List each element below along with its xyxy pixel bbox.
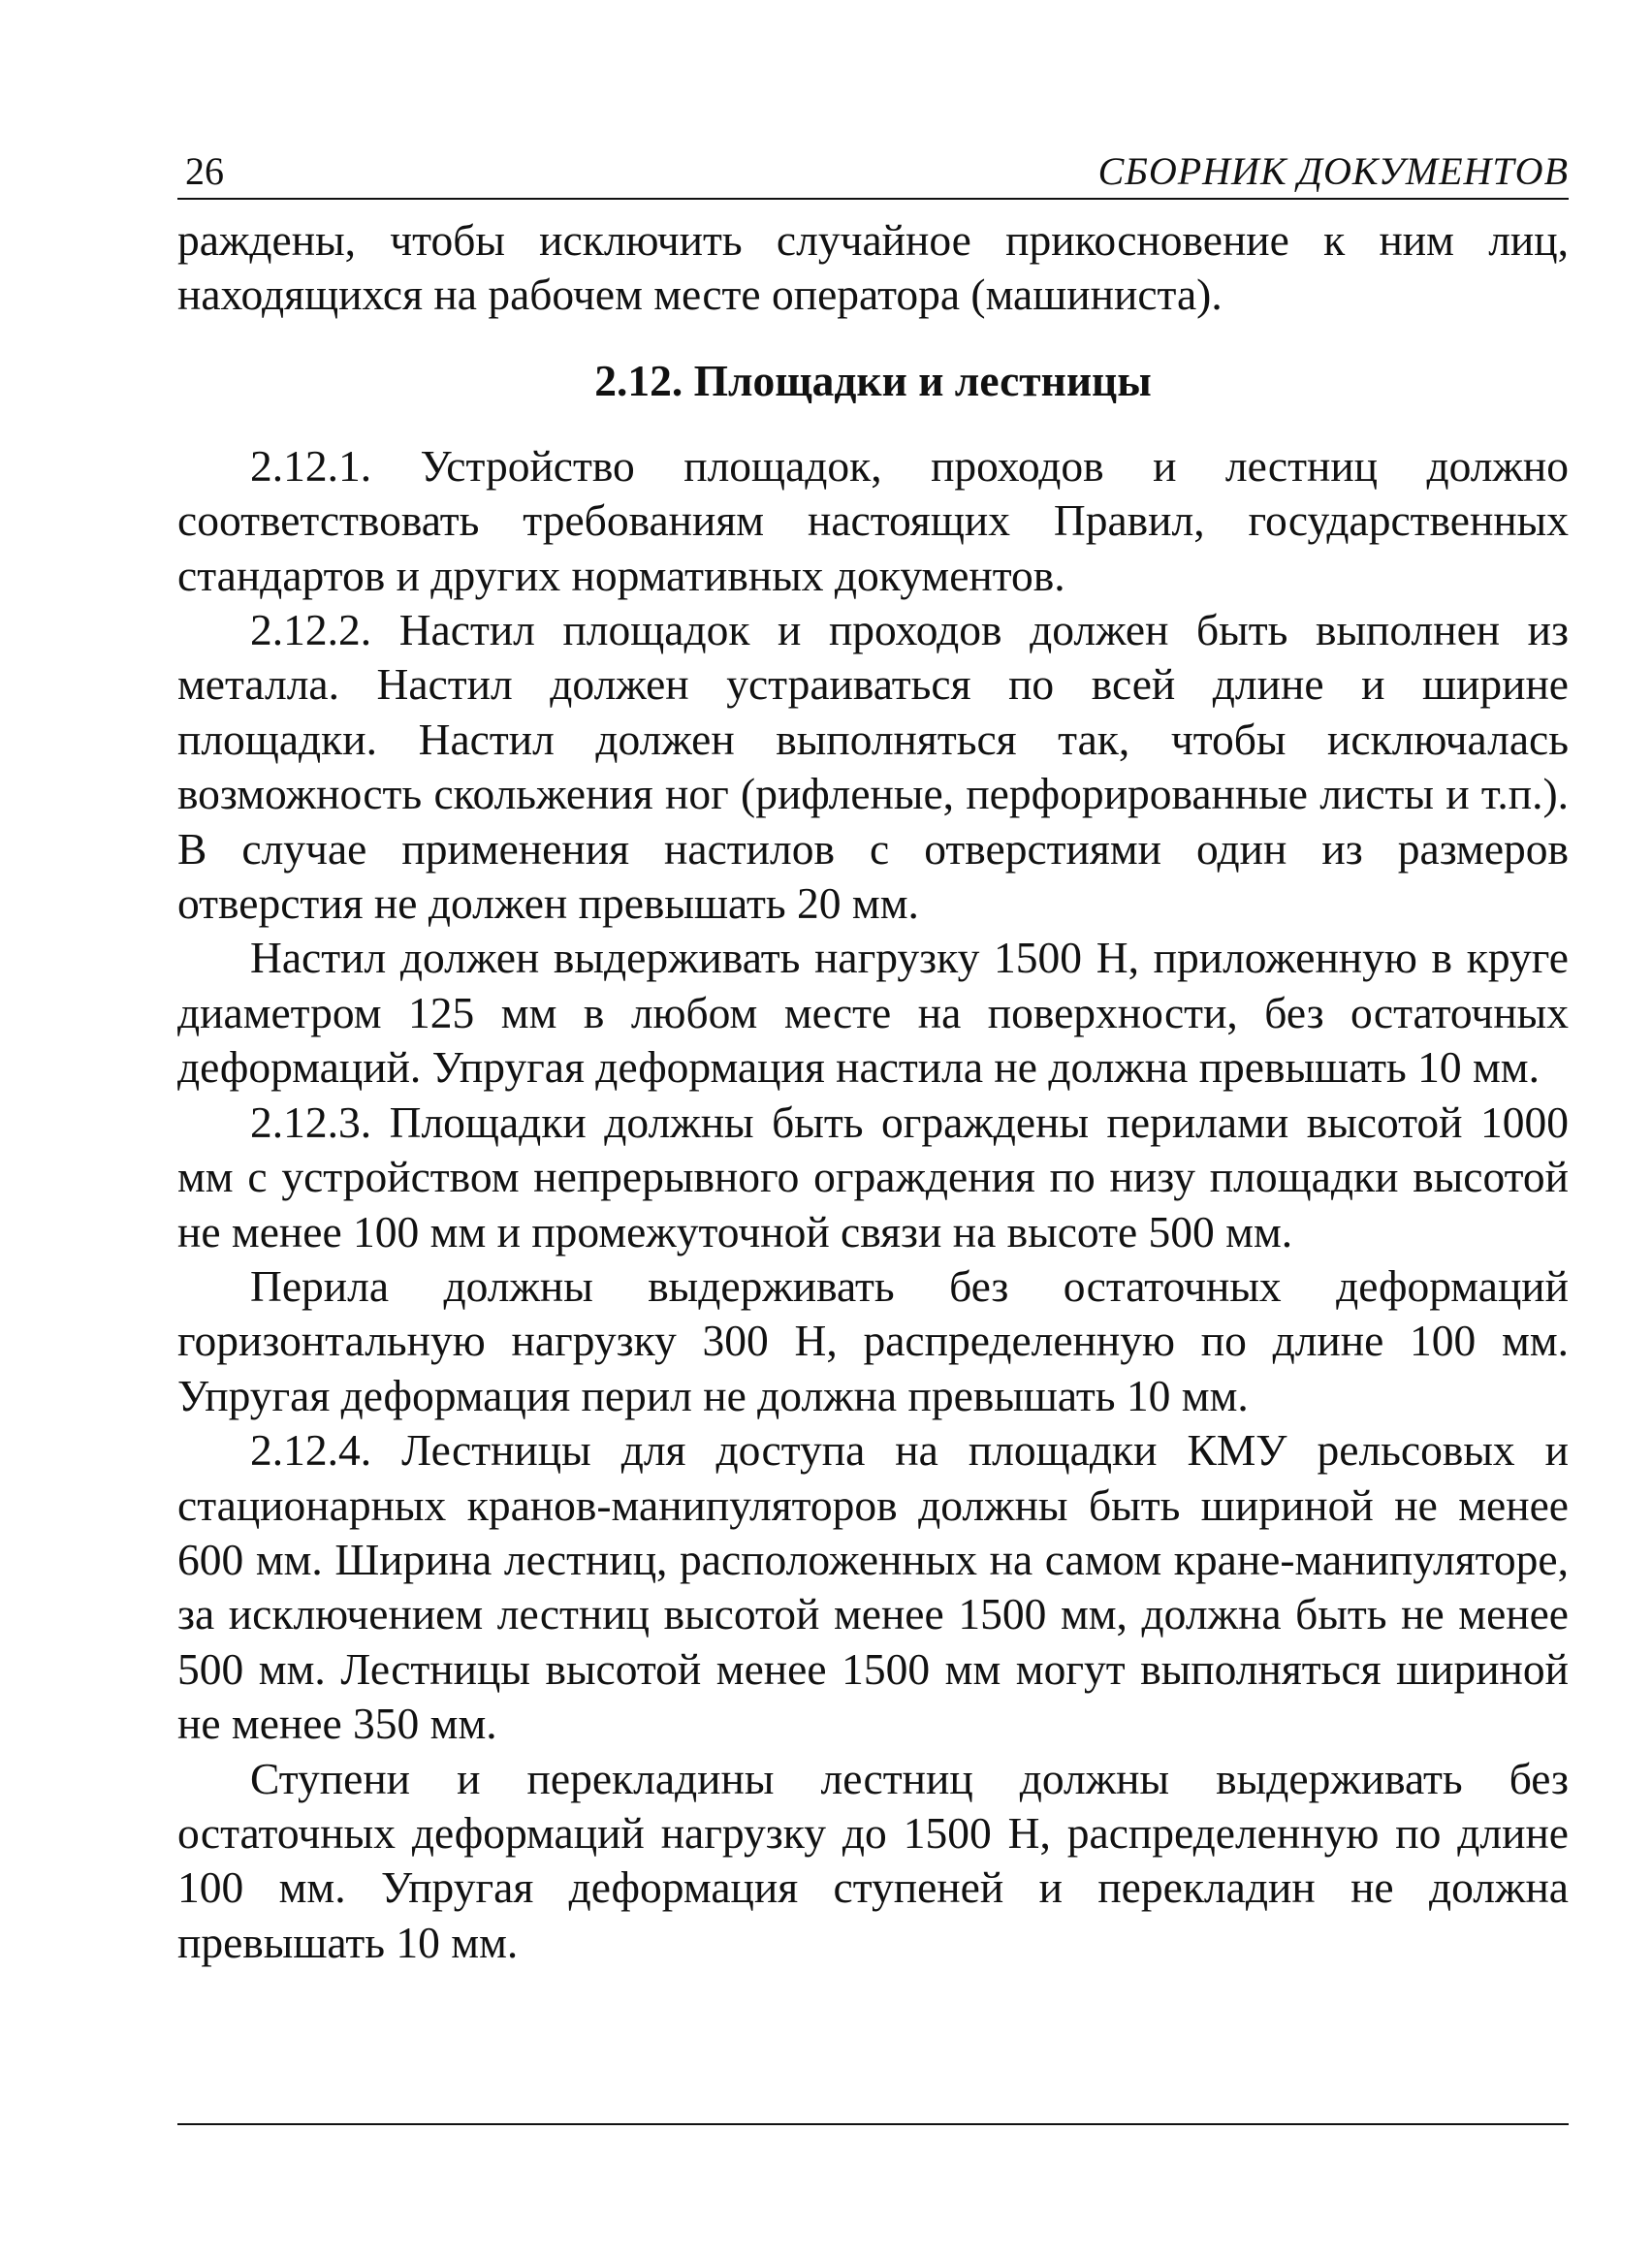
- page-number: 26: [185, 149, 224, 193]
- paragraph-2-12-4: 2.12.4. Лестницы для доступа на площадки КМУ рельсовых и стационарных кранов-манипуляторов должны быть шириной не менее 600 мм. Ширина лестниц, расположенных на самом кране-манипуляторе, за исключением лестниц высотой менее 1500 мм, должна быть не менее 500 мм. Лестницы высотой менее 1500 мм могут выполняться шириной не менее 350 мм.: [177, 1425, 1569, 1749]
- continuation-paragraph: раждены, чтобы исключить случайное прикосновение к ним лиц, находящихся на рабочем месте оператора (машиниста).: [177, 215, 1569, 320]
- bottom-rule: [177, 2123, 1569, 2125]
- paragraph-railing-load: Перила должны выдерживать без остаточных деформаций горизонтальную нагрузку 300 Н, распределенную по длине 100 мм. Упругая деформация перил не должна превышать 10 мм.: [177, 1260, 1569, 1420]
- section-title: 2.12. Площадки и лестницы: [594, 355, 1152, 405]
- paragraph-2-12-1: 2.12.1. Устройство площадок, проходов и лестниц должно соответствовать требованиям настоящих Правил, государственных стандартов и других нормативных документов.: [177, 440, 1569, 600]
- paragraph-steps-load: Ступени и перекладины лестниц должны выдерживать без остаточных деформаций нагрузку до 1500 Н, распределенную по длине 100 мм. Упругая деформация ступеней и перекладин не должна превышать 10 мм.: [177, 1753, 1569, 1967]
- body-text: [177, 213, 1569, 1970]
- paragraph-2-12-3: 2.12.3. Площадки должны быть ограждены перилами высотой 1000 мм с устройством непрерывного ограждения по низу площадки высотой не менее 100 мм и промежуточной связи на высоте 500 мм.: [177, 1097, 1569, 1256]
- page-header: [177, 145, 1569, 200]
- running-title: СБОРНИК ДОКУМЕНТОВ: [1097, 149, 1569, 193]
- document-page: [177, 145, 1569, 1970]
- paragraph-flooring-load: Настил должен выдерживать нагрузку 1500 Н, приложенную в круге диаметром 125 мм в любом месте на поверхности, без остаточных деформаций. Упругая деформация настила не должна превышать 10 мм.: [177, 933, 1569, 1093]
- paragraph-2-12-2: 2.12.2. Настил площадок и проходов должен быть выполнен из металла. Настил должен устраиваться по всей длине и ширине площадки. Настил должен выполняться так, чтобы исключалась возможность скольжения ног (рифленые, перфорированные листы и т.п.). В случае применения настилов с отверстиями один из размеров отверстия не должен превышать 20 мм.: [177, 605, 1569, 929]
